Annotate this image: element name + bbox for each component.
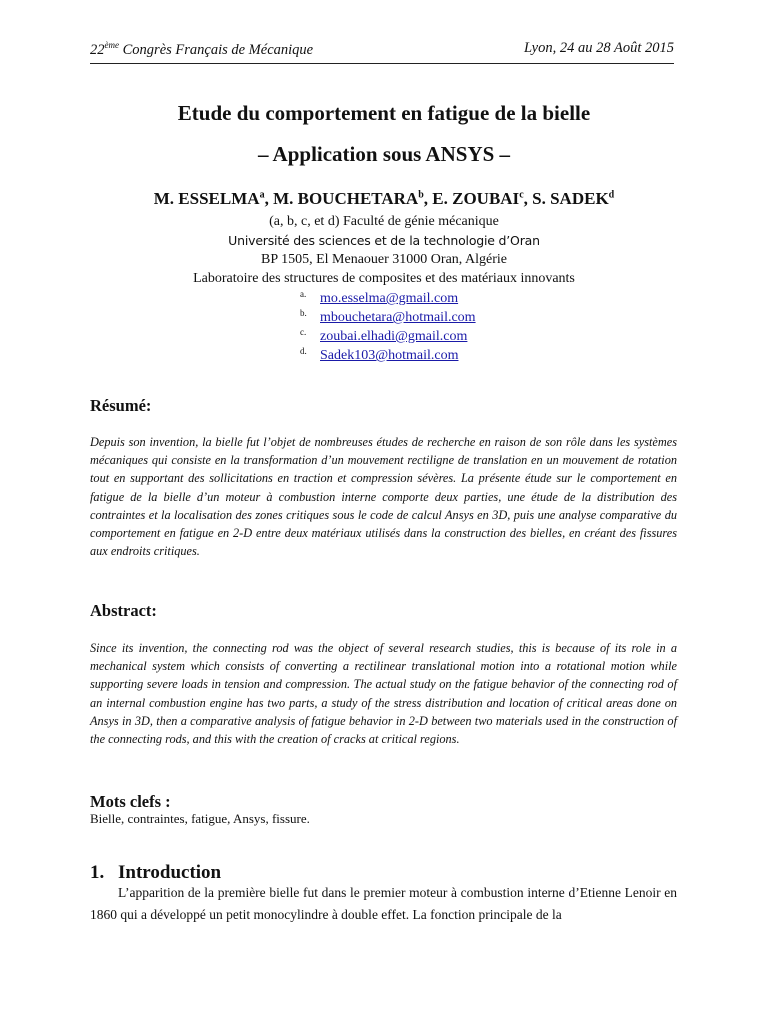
header-rule [90,63,674,64]
introduction-heading [90,862,221,884]
email-link[interactable]: mo.esselma@gmail.com [320,291,459,306]
email-link[interactable]: zoubai.elhadi@gmail.com [320,329,468,344]
abstract-heading: Abstract: [90,601,157,620]
resume-heading: Résumé: [90,396,152,415]
author-list: M. ESSELMA$^a$, M. BOUCHETARA$^b$, E. ZOUBAI$^c$, S. SADEK$^d$ [153,189,615,208]
running-header [90,40,674,59]
abstract-text: Since its invention, the connecting rod was the object of several research studies, this is because of its role in a mechanical system which consists of converting a rectilinear translational motion into a rotational motion while supporting severe loads in tension and compression. The actual study on the fatigue behavior of the connecting rod of an internal combustion engine has two parts, a study of the stress distribution and location of critical areas done on Ansys in 3D, then a comparative analysis of fatigue behavior in 2-D between two materials used in the construction of the connecting rods, and this with the creation of cracks at critical regions. [90,641,677,747]
author-email: d. Sadek103@hotmail.com [300,346,459,363]
section-title: Introduction [118,862,222,883]
keywords-text: Bielle, contraintes, fatigue, Ansys, fissure. [90,811,310,826]
paper-title: Etude du comportement en fatigue de la bielle [177,101,591,125]
affiliation-faculty: (a, b, c, et d) Faculté de génie mécanique [269,214,499,229]
email-link[interactable]: mbouchetara@hotmail.com [320,310,476,325]
introduction-text: L’apparition de la première bielle fut dans le premier moteur à combustion interne d’Etienne Lenoir en 1860 qui a développé un petit monocylindre à double effet. La fonction principale de la [90,885,677,922]
conference-location-date: Lyon, 24 au 28 Août 2015 [524,40,674,56]
paper-subtitle: – Application sous ANSYS – [257,142,511,166]
author-email: a. mo.esselma@gmail.com [300,289,459,306]
author-email: c. zoubai.elhadi@gmail.com [300,327,468,344]
section-number: 1. [90,862,105,883]
resume-text: Depuis son invention, la bielle fut l’objet de nombreuses études de recherche en raison de son rôle dans les systèmes mécaniques qui consiste en la transformation d’un mouvement rectiligne de translation en un mouvement de rotation tout en supportant des sollicitations en traction et compression sévères. La présente étude sur le comportement en fatigue de la bielle d’un moteur à combustion interne comporte deux parties, une étude de la distribution des contraintes et la localisation des zones critiques sous le code de calcul Ansys en 3D, puis une analyse comparative du comportement en fatigue en 2-D entre deux matériaux utilisés dans la construction des bielles, en créant des fissures aux endroits critiques. [90,435,677,559]
affiliation-laboratory: Laboratoire des structures de composites et des matériaux innovants [193,271,575,286]
conference-name: 22ème Congrès Français de Mécanique [90,40,314,58]
author: E. ZOUBAI$^c$ [432,189,524,208]
author: M. BOUCHETARA$^b$ [273,189,424,208]
author: S. SADEK$^d$ [532,189,615,208]
affiliation-address: BP 1505, El Menaouer 31000 Oran, Algérie [261,252,507,267]
author-email: b. mbouchetara@hotmail.com [300,308,476,325]
author: M. ESSELMA$^a$ [153,189,265,208]
affiliation-university: Université des sciences et de la technologie d’Oran [228,233,540,248]
email-link[interactable]: Sadek103@hotmail.com [320,348,459,363]
keywords-heading: Mots clefs : [90,792,171,811]
